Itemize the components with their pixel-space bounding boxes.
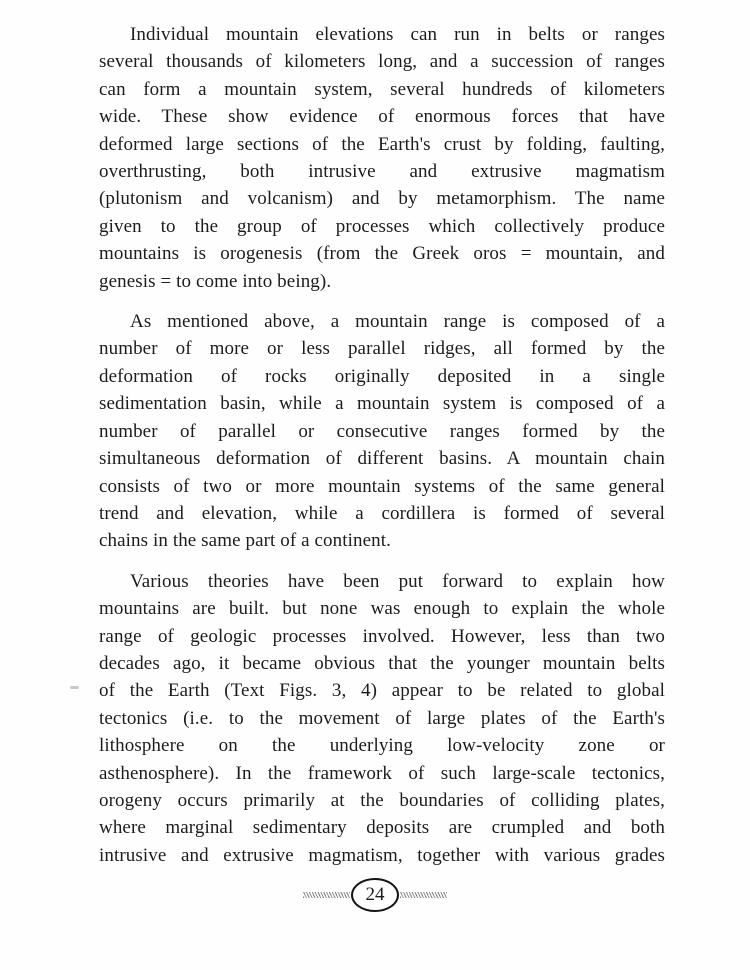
paragraph bbox=[99, 568, 665, 869]
page-number: 24 bbox=[365, 884, 385, 905]
paragraph bbox=[99, 308, 665, 555]
text-line: genesis = to come into being). bbox=[99, 270, 332, 292]
text-line: mountains is orogenesis (from the Greek oros = mountain, and bbox=[99, 243, 665, 265]
text-line: trend and elevation, while a cordillera is formed of several bbox=[99, 502, 665, 524]
scan-artifact-mark bbox=[70, 686, 79, 689]
text-line: Individual mountain elevations can run in belts or ranges bbox=[130, 24, 665, 45]
text-line: wide. These show evidence of enormous forces that have bbox=[99, 106, 665, 128]
text-line: As mentioned above, a mountain range is composed of a bbox=[130, 311, 665, 333]
text-line: number of more or less parallel ridges, all formed by the bbox=[99, 338, 665, 360]
text-line: can form a mountain system, several hundreds of kilometers bbox=[99, 78, 665, 100]
text-line: given to the group of processes which collectively produce bbox=[99, 215, 665, 237]
text-line: deformed large sections of the Earth's crust by folding, faulting, bbox=[99, 133, 665, 155]
text-line: (plutonism and volcanism) and by metamorphism. The name bbox=[99, 188, 665, 210]
text-line: number of parallel or consecutive ranges formed by the bbox=[99, 420, 665, 442]
paragraph bbox=[99, 21, 665, 295]
text-line: chains in the same part of a continent. bbox=[99, 530, 391, 552]
text-line: overthrusting, both intrusive and extrusive magmatism bbox=[99, 161, 665, 183]
text-line: several thousands of kilometers long, and a succession of ranges bbox=[99, 51, 665, 73]
text-line: consists of two or more mountain systems of the same general bbox=[99, 475, 665, 497]
page-number-badge bbox=[351, 878, 399, 912]
text-line: mountains are built. but none was enough to explain the whole bbox=[99, 598, 665, 620]
text-line: where marginal sedimentary deposits are crumpled and both bbox=[99, 817, 665, 839]
text-line: range of geologic processes involved. However, less than two bbox=[99, 625, 665, 647]
text-line: simultaneous deformation of different basins. A mountain chain bbox=[99, 448, 665, 470]
text-line: sedimentation basin, while a mountain system is composed of a bbox=[99, 393, 665, 415]
text-line: deformation of rocks originally deposited in a single bbox=[99, 365, 665, 387]
text-line: decades ago, it became obvious that the younger mountain belts bbox=[99, 652, 665, 674]
squiggle-line-right-icon bbox=[400, 892, 447, 898]
text-line: asthenosphere). In the framework of such large-scale tectonics, bbox=[99, 762, 665, 784]
text-line: of the Earth (Text Figs. 3, 4) appear to be related to global bbox=[99, 680, 665, 702]
text-line: intrusive and extrusive magmatism, together with various grades bbox=[99, 844, 665, 866]
text-line: lithosphere on the underlying low-velocity zone or bbox=[99, 735, 665, 757]
text-line: orogeny occurs primarily at the boundaries of colliding plates, bbox=[99, 789, 665, 811]
squiggle-line-left-icon bbox=[303, 892, 350, 898]
text-line: Various theories have been put forward to explain how bbox=[130, 570, 665, 592]
text-block bbox=[99, 21, 665, 882]
page-number-ornament bbox=[0, 878, 750, 912]
text-line: tectonics (i.e. to the movement of large plates of the Earth's bbox=[99, 707, 665, 729]
